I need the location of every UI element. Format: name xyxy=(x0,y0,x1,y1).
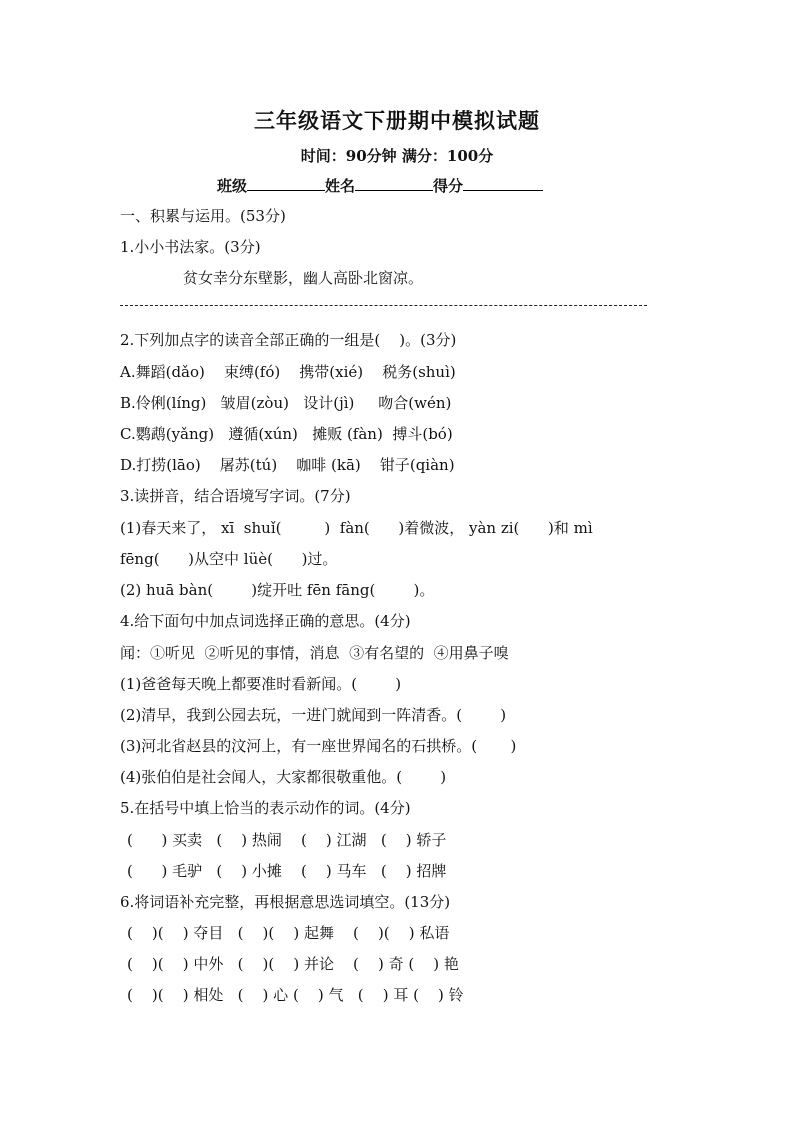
q4-item-1: (1)爸爸每天晚上都要准时看新闻。( ) xyxy=(120,675,402,693)
name-blank[interactable] xyxy=(355,175,433,191)
q2-title: 2.下列加点字的读音全部正确的一组是( )。(3分) xyxy=(120,331,457,349)
q3-title: 3.读拼音，结合语境写字词。(7分) xyxy=(120,487,351,505)
q4-item-4: (4)张伯伯是社会闻人，大家都很敬重他。( ) xyxy=(120,768,447,786)
score-blank[interactable] xyxy=(463,175,543,191)
q5-row-1: ( ) 买卖 ( ) 热闹 ( ) 江湖 ( ) 轿子 xyxy=(127,831,447,849)
q5-row-2: ( ) 毛驴 ( ) 小摊 ( ) 马车 ( ) 招牌 xyxy=(127,862,447,880)
name-label: 姓名 xyxy=(325,177,356,195)
q2-option-b: B.伶俐(líng) 皱眉(zòu) 设计(jì) 吻合(wén) xyxy=(120,394,452,412)
q1-title: 1.小小书法家。(3分) xyxy=(120,238,261,256)
q4-item-3: (3)河北省赵县的汶河上，有一座世界闻名的石拱桥。( ) xyxy=(120,737,517,755)
q4-item-2: (2)清早，我到公园去玩，一进门就闻到一阵清香。( ) xyxy=(120,706,507,724)
q5-title: 5.在括号中填上恰当的表示动作的词。(4分) xyxy=(120,799,411,817)
q3-line-2: fēng( )从空中 lüè( )过。 xyxy=(120,550,338,568)
page-title: 三年级语文下册期中模拟试题 xyxy=(254,108,540,133)
q4-title: 4.给下面句中加点词选择正确的意思。(4分) xyxy=(120,612,411,630)
q3-line-1: (1)春天来了， xī shuǐ( ) fàn( )着微波， yàn zi( )和 mì xyxy=(120,519,593,537)
writing-dashed-line[interactable] xyxy=(120,305,647,306)
q2-option-c: C.鹦鹉(yǎng) 遵循(xún) 摊贩 (fàn) 搏斗(bó) xyxy=(120,425,453,443)
q4-meanings: 闻：①听见 ②听见的事情，消息 ③有名望的 ④用鼻子嗅 xyxy=(120,644,509,662)
q1-poem-text: 贫女幸分东壁影，幽人高卧北窗凉。 xyxy=(183,269,424,287)
q3-line-3: (2) huā bàn( )绽开吐 fēn fāng( )。 xyxy=(120,581,435,599)
exam-time-score: 时间：90分钟 满分：100分 xyxy=(300,147,494,165)
q2-option-a: A.舞蹈(dǎo) 束缚(fó) 携带(xié) 税务(shuì) xyxy=(120,363,456,381)
class-blank[interactable] xyxy=(247,175,325,191)
class-label: 班级 xyxy=(217,177,248,195)
q6-title: 6.将词语补充完整，再根据意思选词填空。(13分) xyxy=(120,893,451,911)
student-info-line xyxy=(217,175,543,196)
section-1-heading: 一、积累与运用。(53分) xyxy=(120,207,286,225)
q6-row-2: ( )( ) 中外 ( )( ) 并论 ( ) 奇 ( ) 艳 xyxy=(127,955,459,973)
score-label: 得分 xyxy=(433,177,464,195)
q2-option-d: D.打捞(lāo) 屠苏(tú) 咖啡 (kā) 钳子(qiàn) xyxy=(120,456,455,474)
q6-row-1: ( )( ) 夺目 ( )( ) 起舞 ( )( ) 私语 xyxy=(127,924,450,942)
q6-row-3: ( )( ) 相处 ( ) 心 ( ) 气 ( ) 耳 ( ) 铃 xyxy=(127,986,464,1004)
